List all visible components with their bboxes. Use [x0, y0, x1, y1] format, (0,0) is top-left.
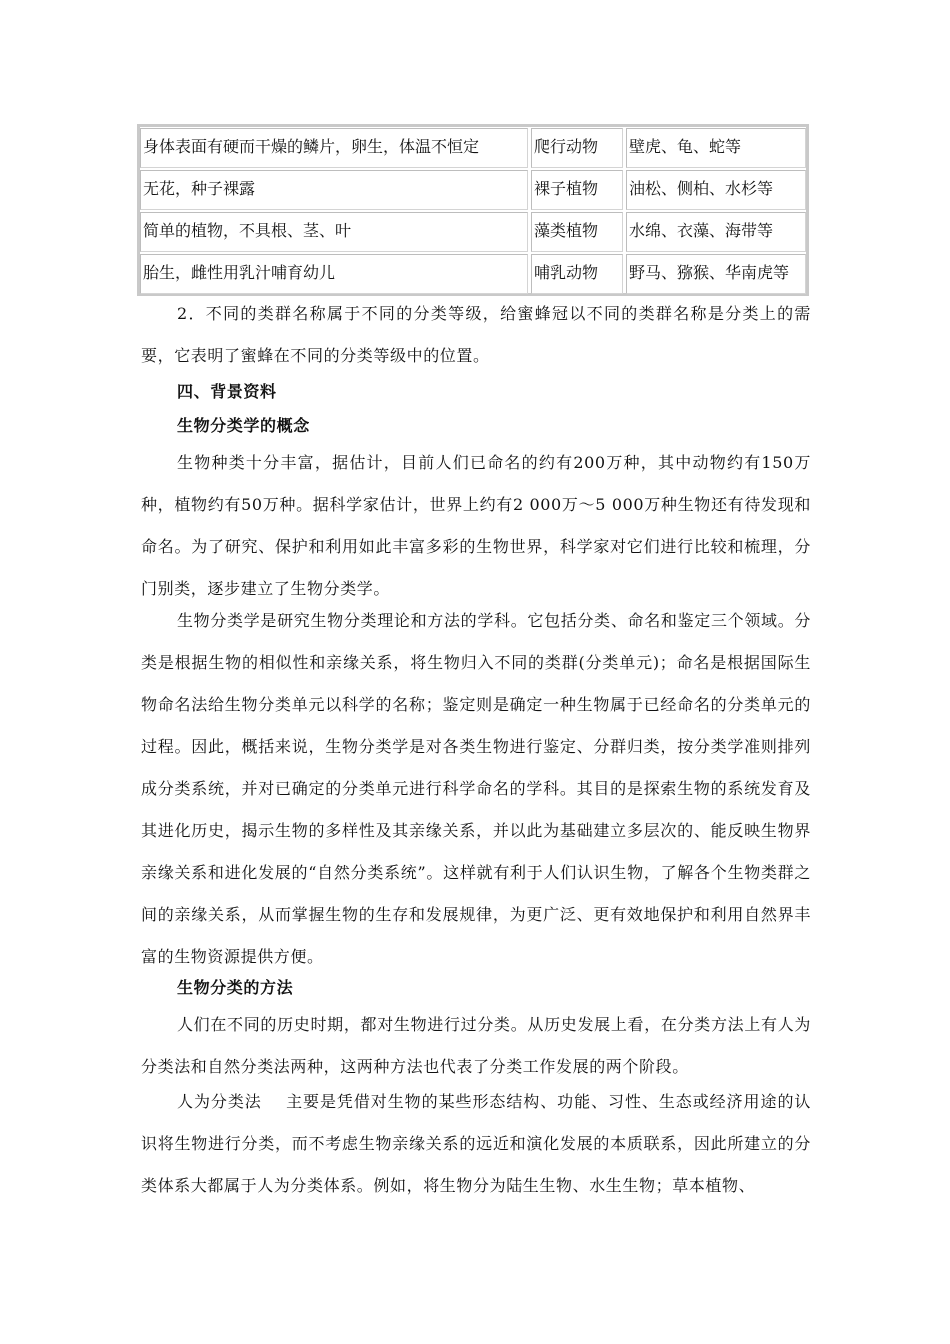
artificial-classification-body: 主要是凭借对生物的某些形态结构、功能、习性、生态或经济用途的认识将生物进行分类，而不考虑生物亲缘关系的远近和演化发展的本质联系，因此所建立的分类体系大都属于人为分类体系。例如，将生物分为陆生生物、水生生物；草本植物、: [141, 1092, 811, 1195]
examples-cell: 油松、侧柏、水杉等: [626, 170, 806, 210]
subheading-concept: 生物分类学的概念: [177, 416, 310, 435]
group-cell: 藻类植物: [531, 212, 623, 252]
examples-cell: 水绵、衣藻、海带等: [626, 212, 806, 252]
table-row: [140, 254, 806, 296]
concept-paragraph-2: 生物分类学是研究生物分类理论和方法的学科。它包括分类、命名和鉴定三个领域。分类是根据生物的相似性和亲缘关系，将生物归入不同的类群(分类单元)；命名是根据国际生物命名法给生物分类单元以科学的名称；鉴定则是确定一种生物属于已经命名的分类单元的过程。因此，概括来说，生物分类学是对各类生物进行鉴定、分群归类，按分类学准则排列成分类系统，并对已确定的分类单元进行科学命名的学科。其目的是探索生物的系统发育及其进化历史，揭示生物的多样性及其亲缘关系，并以此为基础建立多层次的、能反映生物界亲缘关系和进化发展的“自然分类系统”。这样就有利于人们认识生物，了解各个生物类群之间的亲缘关系，从而掌握生物的生存和发展规律，为更广泛、更有效地保护和利用自然界丰富的生物资源提供方便。: [141, 611, 811, 966]
group-cell: 裸子植物: [531, 170, 623, 210]
table-row: [140, 212, 806, 254]
section-heading-background: 四、背景资料: [177, 382, 277, 401]
table-row: [140, 170, 806, 212]
method-paragraph-1: 人们在不同的历史时期，都对生物进行过分类。从历史发展上看，在分类方法上有人为分类法和自然分类法两种，这两种方法也代表了分类工作发展的两个阶段。: [141, 1015, 811, 1076]
subheading-method: 生物分类的方法: [177, 978, 294, 997]
feature-cell: 无花，种子裸露: [140, 170, 528, 210]
method-paragraph-2: [141, 1081, 811, 1207]
examples-cell: 壁虎、龟、蛇等: [626, 128, 806, 168]
concept-paragraph-1: 生物种类十分丰富，据估计，目前人们已命名的约有200万种，其中动物约有150万种，植物约有50万种。据科学家估计，世界上约有2 000万～5 000万种生物还有待发现和命名。为了研究、保护和利用如此丰富多彩的生物世界，科学家对它们进行比较和梳理，分门别类，逐步建立了生物分类学。: [141, 453, 811, 598]
feature-cell: 胎生，雌性用乳汁哺育幼儿: [140, 254, 528, 294]
examples-cell: 野马、猕猴、华南虎等: [626, 254, 806, 294]
answer-2-paragraph: 2．不同的类群名称属于不同的分类等级，给蜜蜂冠以不同的类群名称是分类上的需要，它表明了蜜蜂在不同的分类等级中的位置。: [141, 304, 811, 365]
group-cell: 哺乳动物: [531, 254, 623, 294]
feature-cell: 简单的植物，不具根、茎、叶: [140, 212, 528, 252]
classification-table: [137, 124, 809, 296]
feature-cell: 身体表面有硬而干燥的鳞片，卵生，体温不恒定: [140, 128, 528, 168]
group-cell: 爬行动物: [531, 128, 623, 168]
table-row: [140, 128, 806, 170]
artificial-classification-term: 人为分类法: [177, 1092, 262, 1111]
